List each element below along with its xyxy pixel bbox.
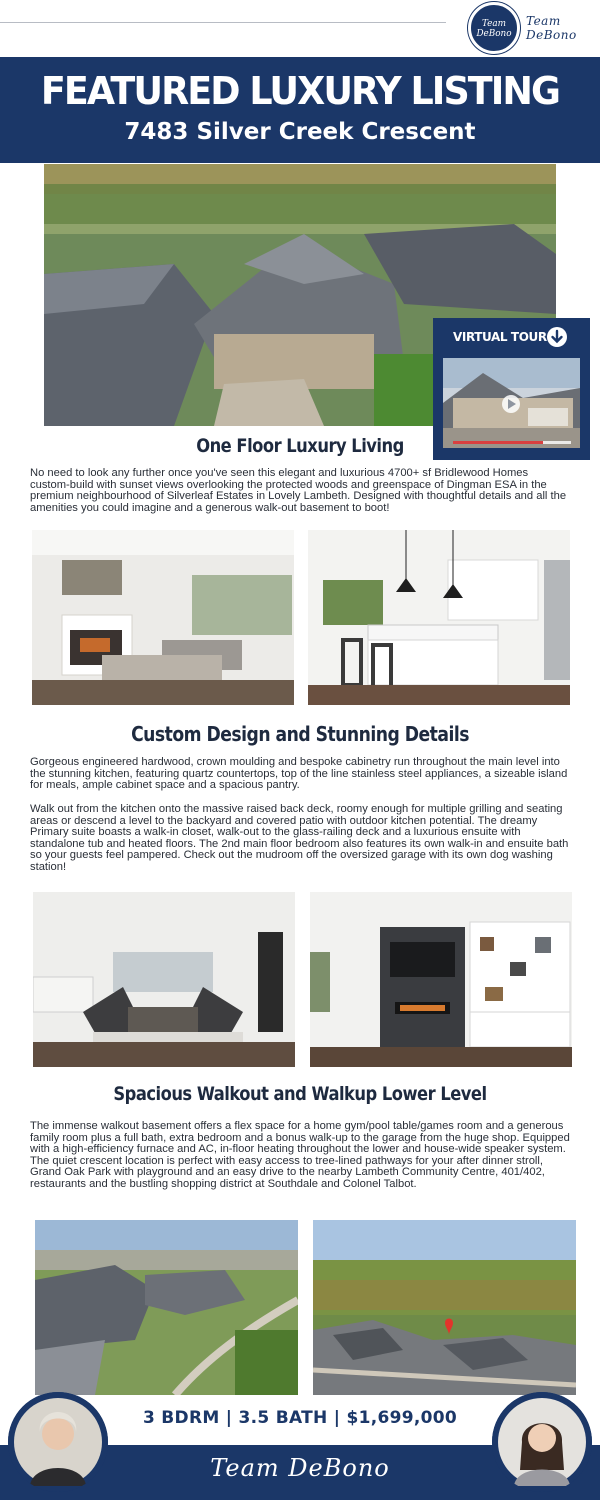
section-heading-one-floor: One Floor Luxury Living bbox=[196, 435, 404, 457]
section-paragraph: The immense walkout basement offers a flex space for a home gym/pool table/games room and a generous family room plus a full bath, extra bedroom and a bonus walk-up to the garage from the huge shop. Equipped with a high-efficiency furnace and AC, in-floor heating throughout the lower and house-wide speaker system. The quiet crescent location is perfect with easy access to tree-lined pathways for your after dinner stroll, Grand Oak Park with playground and an easy drive to the nearby Lambeth Community Centre, 401/402, restaurants and the bustling shopping district at Southdale and Colonel Talbot. bbox=[30, 1120, 570, 1190]
section-heading-custom-design: Custom Design and Stunning Details bbox=[131, 722, 469, 746]
brand-logo[interactable] bbox=[468, 2, 520, 54]
agent-photo-right bbox=[492, 1392, 592, 1492]
agent-photo-left bbox=[8, 1392, 108, 1492]
aerial-backyard-photo bbox=[35, 1220, 298, 1395]
listing-specs: 3 BDRM | 3.5 BATH | $1,699,000 bbox=[142, 1408, 458, 1428]
svg-text:DeBono: DeBono bbox=[476, 28, 512, 39]
family-room-photo bbox=[33, 892, 295, 1067]
footer-brand-script: Team DeBono bbox=[210, 1454, 390, 1482]
arrow-down-circle-icon[interactable] bbox=[547, 327, 567, 347]
built-in-fireplace-photo bbox=[310, 892, 572, 1067]
section-paragraph: Walk out from the kitchen onto the massive raised back deck, roomy enough for multiple grilling and seating areas or descend a level to the backyard and covered patio with outdoor kitchen potential. The dreamy Primary suite boasts a walk-in closet, walk-out to the glass-railing deck and a luxurious ensuite with standalone tub and heated floors. The 2nd main floor bedroom also features its own walk-in and ensuite bath so your guests feel pampered. Check out the mudroom off the oversized garage with its own dog washing station! bbox=[30, 803, 569, 873]
header-divider bbox=[0, 22, 446, 23]
title-banner bbox=[0, 57, 600, 163]
kitchen-photo bbox=[308, 530, 570, 705]
living-room-photo bbox=[32, 530, 294, 705]
listing-address: 7483 Silver Creek Crescent bbox=[124, 119, 476, 145]
virtual-tour-label: VIRTUAL TOUR bbox=[453, 330, 547, 344]
listing-title: FEATURED LUXURY LISTING bbox=[40, 69, 560, 113]
svg-text:Team: Team bbox=[481, 19, 507, 30]
aerial-neighbourhood-photo bbox=[313, 1220, 576, 1395]
section-paragraph: Gorgeous engineered hardwood, crown moulding and bespoke cabinetry run throughout the main level into the stunning kitchen, featuring quartz countertops, top of the line stainless steel appliances, a sizeable island for meals, ample cabinet space and a spacious pantry. bbox=[30, 756, 568, 791]
brand-script-name: Team DeBono bbox=[526, 14, 577, 42]
section-heading-lower-level: Spacious Walkout and Walkup Lower Level bbox=[113, 1083, 487, 1105]
section-paragraph: No need to look any further once you've seen this elegant and luxurious 4700+ sf Bridlewood Homes custom-build with sunset views overlooking the protected woods and greenspace of Dingman ESA in the premium neighbourhood of Silverleaf Estates in Lovely Lambeth. Designed with thoughtful details and all the amenities you could imagine and a generous walk-out basement to boot! bbox=[30, 467, 567, 514]
